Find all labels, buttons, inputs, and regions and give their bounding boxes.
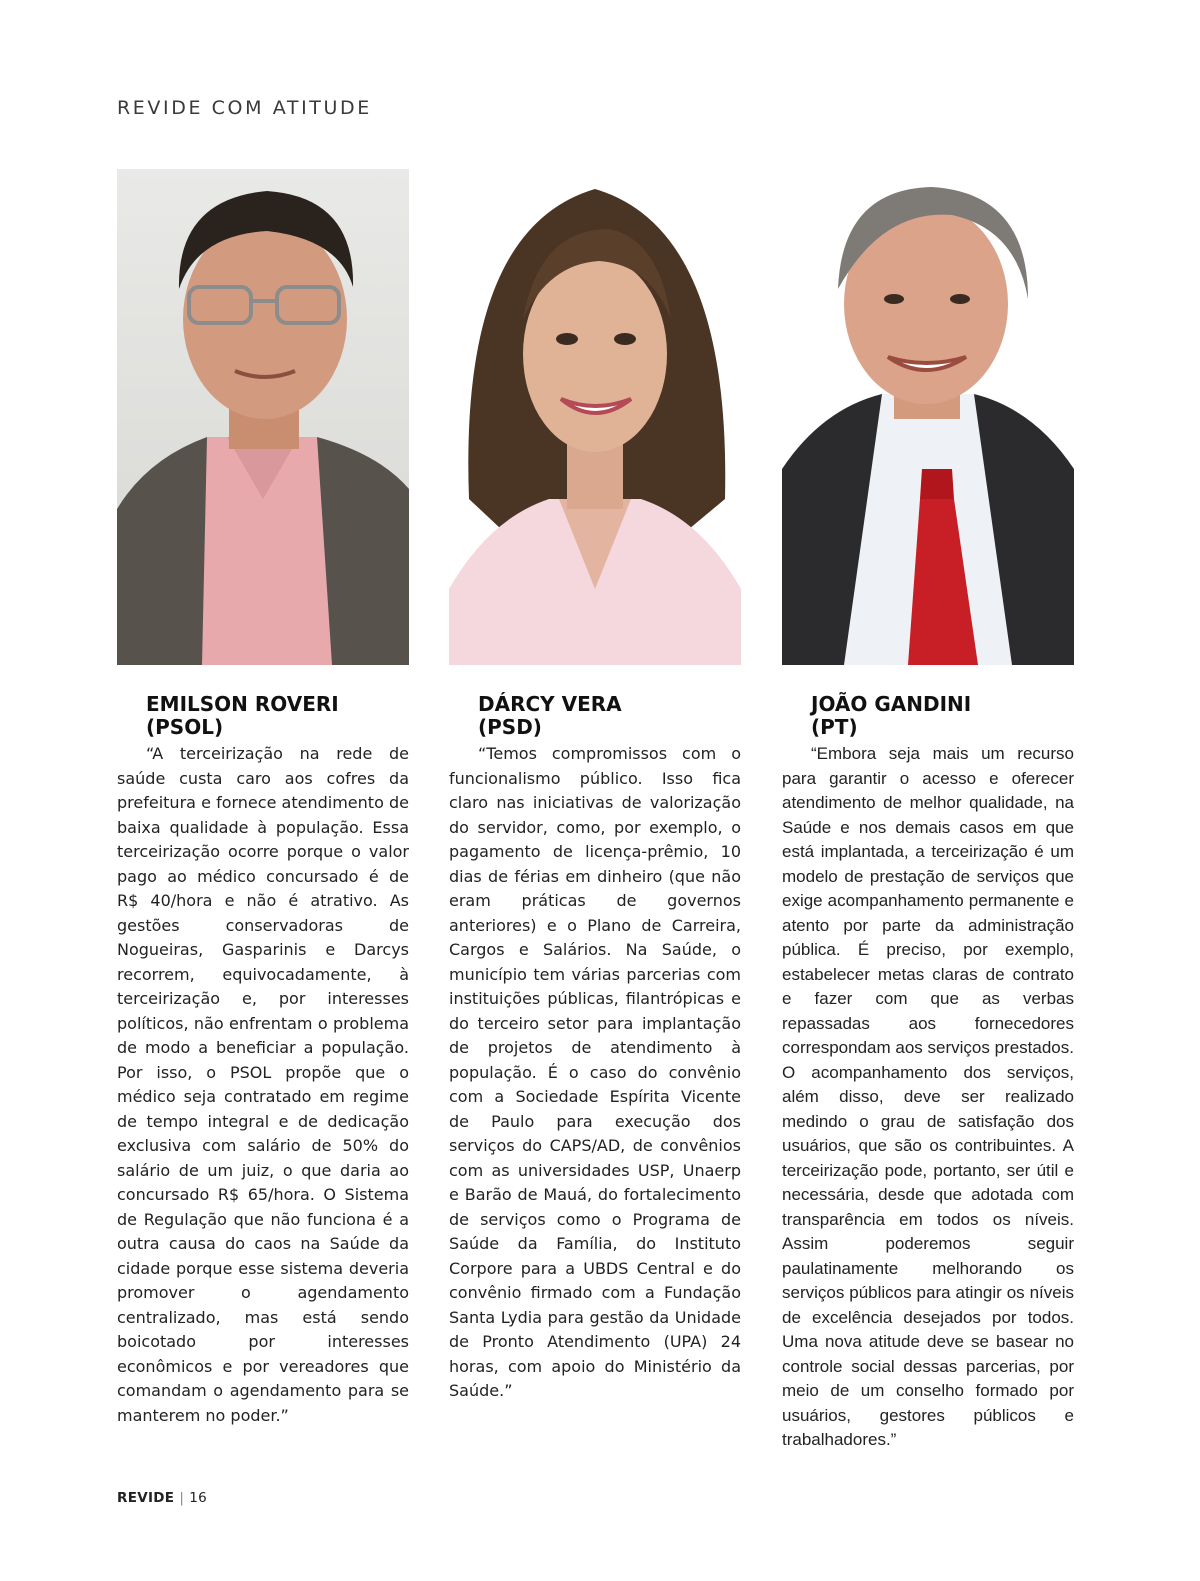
candidate-column-3 [782,169,1074,1453]
candidate-column-2 [449,169,741,1404]
candidate-photo-1 [117,169,409,665]
candidate-party: (PSOL) [146,715,224,739]
magazine-name: REVIDE [117,1490,175,1506]
footer-separator: | [179,1490,185,1506]
page-footer [117,1490,207,1506]
candidate-column-1 [117,169,409,1428]
candidate-quote: “Embora seja mais um recurso para garantir o acesso e oferecer atendimento de melhor qualidade, na Saúde e nos demais casos em que está implantada, a terceirização é um modelo de prestação de serviços que exige acompanhamento permanente e atento por parte da administração pública. É preciso, por exemplo, estabelecer metas claras de contrato e fazer com que as verbas repassadas aos fornecedores correspondam aos serviços prestados. O acompanhamento dos serviços, além disso, deve ser realizado medindo o grau de satisfação dos usuários, que são os contribuintes. A terceirização pode, portanto, ser útil e necessária, desde que adotada com transparência em todos os níveis. Assim poderemos seguir paulatinamente melhorando os serviços públicos para atingir os níveis de excelência desejados por todos. Uma nova atitude deve se basear no controle social dessas parcerias, por meio de um conselho formado por usuários, gestores públicos e trabalhadores.” [782,744,1074,1449]
candidate-party: (PT) [811,715,858,739]
candidate-photo-3 [782,169,1074,665]
candidate-name: DÁRCY VERA [478,692,622,716]
candidate-photo-2 [449,169,741,665]
page-number: 16 [189,1490,207,1506]
candidate-quote: “A terceirização na rede de saúde custa caro aos cofres da prefeitura e fornece atendimento de baixa qualidade à população. Essa terceirização ocorre porque o valor pago ao médico concursado é de R$ 40/hora e não é atrativo. As gestões conservadoras de Nogueiras, Gasparinis e Darcys recorrem, equivocadamente, à terceirização e, por interesses políticos, não enfrentam o problema de modo a beneficiar a população. Por isso, o PSOL propõe que o médico seja contratado em regime de tempo integral e de dedicação exclusiva com salário de 50% do salário de um juiz, o que daria ao concursado R$ 65/hora. O Sistema de Regulação que não funciona é a outra causa do caos na Saúde da cidade porque esse sistema deveria promover o agendamento centralizado, mas está sendo boicotado por interesses econômicos e por vereadores que comandam o agendamento para se manterem no poder.” [117,744,409,1425]
candidate-name: JOÃO GANDINI [811,692,972,716]
candidate-name: EMILSON ROVERI [146,692,339,716]
candidate-party: (PSD) [478,715,542,739]
section-title: REVIDE COM ATITUDE [117,97,372,119]
candidate-quote: “Temos compromissos com o funcionalismo público. Isso fica claro nas iniciativas de valorização do servidor, como, por exemplo, o pagamento de licença-prêmio, 10 dias de férias em dinheiro (que não eram práticas de governos anteriores) e o Plano de Carreira, Cargos e Salários. Na Saúde, o município tem várias parcerias com instituições públicas, filantrópicas e do terceiro setor para implantação de projetos de atendimento à população. É o caso do convênio com a Sociedade Espírita Vicente de Paulo para execução dos serviços do CAPS/AD, de convênios com as universidades USP, Unaerp e Barão de Mauá, do fortalecimento de serviços como o Programa de Saúde da Família, do Instituto Corpore para a UBDS Central e do convênio firmado com a Fundação Santa Lydia para gestão da Unidade de Pronto Atendimento (UPA) 24 horas, com apoio do Ministério da Saúde.” [449,744,741,1400]
